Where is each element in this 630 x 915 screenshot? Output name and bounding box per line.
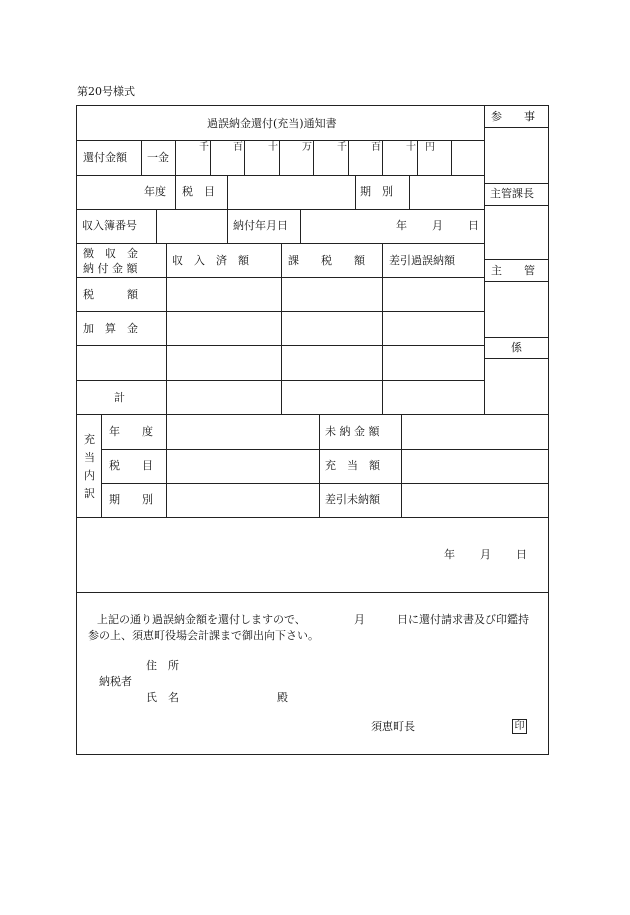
payment-date-month: 月 <box>432 219 443 232</box>
notice-date-month: 月 <box>480 548 491 561</box>
taxpayer-label: 納税者 <box>99 675 132 688</box>
digit-label: 百 <box>371 142 381 153</box>
assessed-amount-header: 課 税 額 <box>288 254 365 267</box>
digit-label: 十 <box>406 142 416 153</box>
unpaid-amount-label: 未 納 金 額 <box>325 425 380 438</box>
notice-body-line1-cont: 日に還付請求書及び印鑑持 <box>397 613 529 626</box>
name-label: 氏 名 <box>146 691 179 704</box>
payment-date-day: 日 <box>468 219 479 232</box>
amount-prefix: 一金 <box>147 151 169 164</box>
notice-body-line1: 上記の通り過誤納金額を還付しますので、 <box>97 613 306 626</box>
allocation-period-label: 期 別 <box>109 493 153 506</box>
remaining-unpaid-label: 差引未納額 <box>325 493 380 506</box>
digit-label: 千 <box>337 142 347 153</box>
row-label-total: 計 <box>114 391 125 404</box>
allocation-side-label: 当 <box>84 451 95 464</box>
fiscal-year-label: 年度 <box>144 185 166 198</box>
approval-kakari-label: 係 <box>511 341 522 354</box>
allocation-side-label: 内 <box>84 469 95 482</box>
row-label-tax: 税 額 <box>83 288 138 301</box>
received-amount-header: 収 入 済 額 <box>172 254 249 267</box>
honorific: 殿 <box>277 691 288 704</box>
refund-amount-label: 還付金額 <box>83 151 127 164</box>
digit-label: 百 <box>233 142 243 153</box>
allocation-tax-item-label: 税 目 <box>109 459 153 472</box>
allocation-fiscal-year-label: 年 度 <box>109 425 153 438</box>
allocation-side-label: 充 <box>84 433 95 446</box>
period-label: 期 別 <box>360 185 393 198</box>
receipt-number-label: 収入簿番号 <box>82 219 137 232</box>
approval-sanji-label: 参 事 <box>491 110 535 123</box>
digit-label: 十 <box>268 142 278 153</box>
collected-amount-header: 納 付 金 額 <box>83 262 138 275</box>
notice-body-line2: 参の上、須恵町役場会計課まで御出向下さい。 <box>88 629 319 642</box>
payment-date-year: 年 <box>396 219 407 232</box>
official-seal-mark: 印 <box>512 719 527 734</box>
payment-date-label: 納付年月日 <box>233 219 288 232</box>
digit-label: 万 <box>302 142 312 153</box>
allocation-side-label: 訳 <box>84 487 95 500</box>
overpaid-amount-header: 差引過誤納額 <box>389 254 455 267</box>
approval-shukan-label: 主 管 <box>491 264 535 277</box>
approval-shukan-kacho-label: 主管課長 <box>490 187 534 200</box>
digit-label: 千 <box>199 142 209 153</box>
digit-label: 円 <box>425 142 435 153</box>
notice-date-day: 日 <box>516 548 527 561</box>
form-title: 過誤納金還付(充当)通知書 <box>207 117 337 130</box>
collected-amount-header: 徴 収 金 <box>83 247 138 260</box>
issuer-name: 須恵町長 <box>371 720 415 733</box>
allocated-amount-label: 充 当 額 <box>325 459 380 472</box>
notice-body-month: 月 <box>354 613 365 626</box>
tax-item-label: 税 目 <box>182 185 215 198</box>
notice-date-year: 年 <box>444 548 455 561</box>
row-label-surcharge: 加 算 金 <box>83 322 138 335</box>
form-number: 第20号様式 <box>77 85 135 98</box>
address-label: 住 所 <box>146 659 179 672</box>
